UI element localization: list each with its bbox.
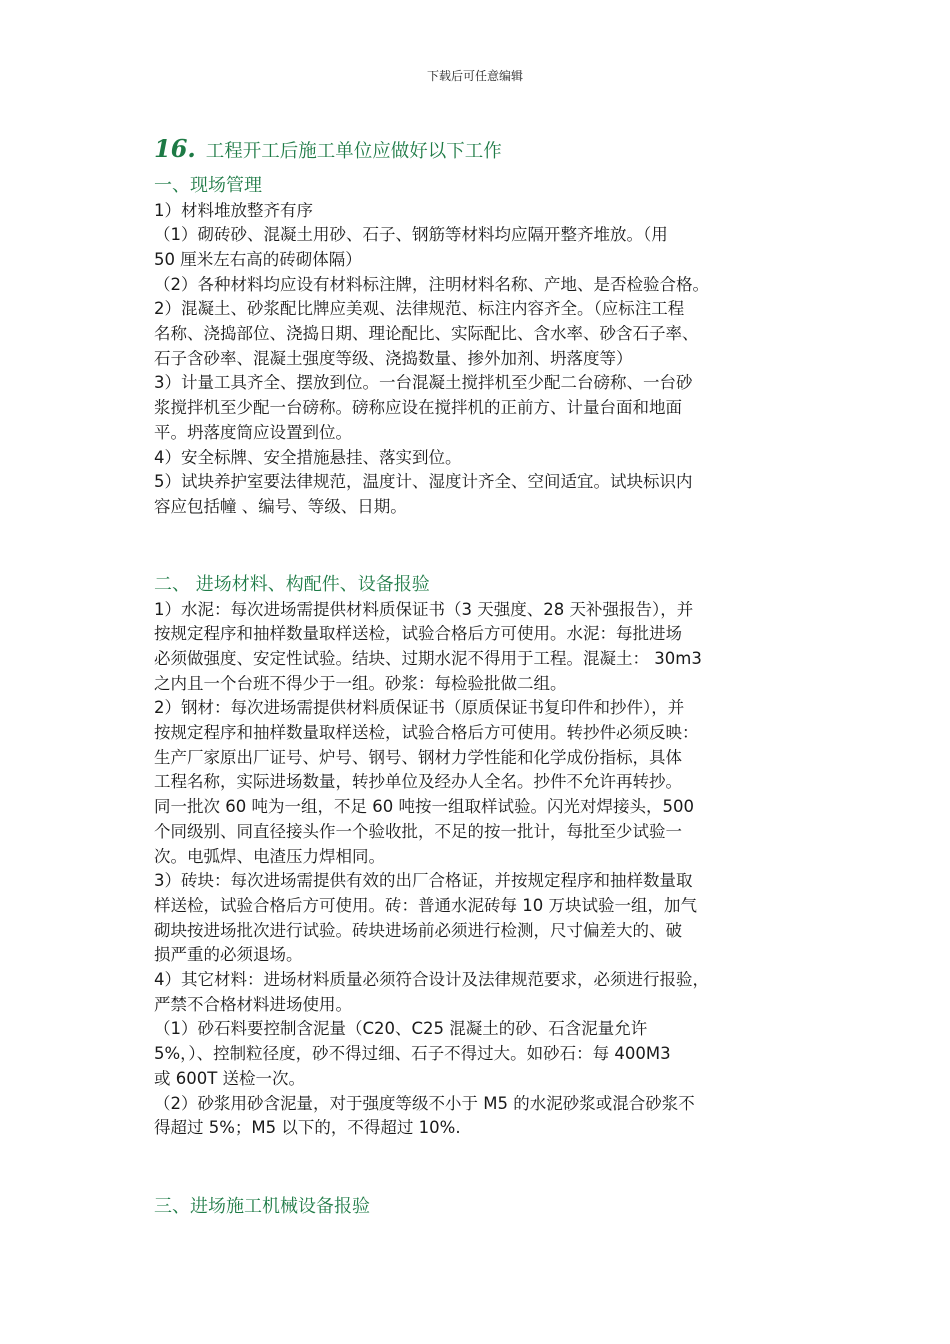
text-line: （2）各种材料均应设有材料标注牌，注明材料名称、产地、是否检验合格。 [154,274,709,294]
title-text: 工程开工后施工单位应做好以下工作 [205,141,502,162]
section-equipment-inspection [154,1195,814,1220]
text-line: 5%，）、控制粒径度，砂不得过细、石子不得过大。如砂石：每 400M3 [154,1044,671,1064]
paragraph [154,223,814,272]
text-line: 严禁不合格材料进场使用。 [154,994,352,1014]
text-line: 砌块按进场批次进行试验。砖块进场前必须进行检测，尺寸偏差大的、破 [154,920,682,940]
text-line: 工程名称，实际进场数量，转抄单位及经办人全名。抄件不允许再转抄。 [154,772,682,792]
paragraph [154,371,814,445]
section-heading: 二、 进场材料、构配件、设备报验 [154,574,430,595]
section-material-inspection [154,573,814,1141]
text-line: 按规定程序和抽样数量取样送检，试验合格后方可使用。转抄件必须反映： [154,723,699,743]
text-line: 1）材料堆放整齐有序 [154,200,313,220]
document-title [154,134,854,163]
text-line: 同一批次 60 吨为一组，不足 60 吨按一组取样试验。闪光对焊接头，500 [154,797,694,817]
text-line: 或 600T 送检一次。 [154,1068,306,1088]
text-line: 2）钢材：每次进场需提供材料质保证书（原质保证书复印件和抄件），并 [154,698,685,718]
paragraph [154,598,814,697]
text-line: 3）计量工具齐全、摆放到位。一台混凝土搅拌机至少配二台磅称、一台砂 [154,373,693,393]
section-heading: 一、现场管理 [154,175,262,196]
text-line: （1）砂石料要控制含泥量（C20、C25 混凝土的砂、石含泥量允许 [154,1019,648,1039]
text-line: 样送检，试验合格后方可使用。砖：普通水泥砖每 10 万块试验一组，加气 [154,895,697,915]
text-line: 得超过 5%；M5 以下的，不得超过 10%. [154,1118,461,1138]
title-number: 16. [154,134,196,163]
text-line: 之内且一个台班不得少于一组。砂浆：每检验批做二组。 [154,673,567,693]
text-line: 生产厂家原出厂证号、炉号、钢号、钢材力学性能和化学成份指标，具体 [154,747,682,767]
text-line: 3）砖块：每次进场需提供有效的出厂合格证，并按规定程序和抽样数量取 [154,871,693,891]
paragraph [154,470,814,519]
text-line: 50 厘米左右高的砖砌体隔） [154,249,362,269]
paragraph [154,968,814,1017]
text-line: 损严重的必须退场。 [154,945,303,965]
text-line: 按规定程序和抽样数量取样送检，试验合格后方可使用。水泥：每批进场 [154,624,682,644]
section-heading: 三、进场施工机械设备报验 [154,1196,370,1217]
section-site-management [154,174,814,520]
text-line: （1）砌砖砂、混凝土用砂、石子、钢筋等材料均应隔开整齐堆放。（用 [154,225,668,245]
paragraph [154,297,814,371]
text-line: 平。坍落度筒应设置到位。 [154,422,352,442]
text-line: 名称、浇捣部位、浇捣日期、理论配比、实际配比、含水率、砂含石子率、 [154,324,699,344]
text-line: 5）试块养护室要法律规范，温度计、湿度计齐全、空间适宜。试块标识内 [154,472,693,492]
paragraph [154,199,814,224]
text-line: 容应包括幢 、编号、等级、日期。 [154,496,407,516]
page-header: 下载后可任意编辑 [426,69,523,83]
paragraph [154,1092,814,1141]
paragraph [154,696,814,869]
text-line: 次。电弧焊、电渣压力焊相同。 [154,846,385,866]
paragraph [154,1017,814,1091]
text-line: 浆搅拌机至少配一台磅称。磅称应设在搅拌机的正前方、计量台面和地面 [154,398,682,418]
paragraph [154,446,814,471]
text-line: （2）砂浆用砂含泥量，对于强度等级不小于 M5 的水泥砂浆或混合砂浆不 [154,1093,695,1113]
text-line: 个同级别、同直径接头作一个验收批，不足的按一批计，每批至少试验一 [154,821,682,841]
text-line: 4）其它材料：进场材料质量必须符合设计及法律规范要求，必须进行报验， [154,970,709,990]
text-line: 4）安全标牌、安全措施悬挂、落实到位。 [154,447,462,467]
paragraph [154,273,814,298]
paragraph [154,869,814,968]
text-line: 必须做强度、安定性试验。结块、过期水泥不得用于工程。混凝土： 30m3 [154,648,702,668]
text-line: 2）混凝土、砂浆配比牌应美观、法律规范、标注内容齐全。（应标注工程 [154,299,685,319]
text-line: 1）水泥：每次进场需提供材料质保证书（3 天强度、28 天补强报告），并 [154,599,694,619]
text-line: 石子含砂率、混凝土强度等级、浇捣数量、掺外加剂、坍落度等） [154,348,633,368]
